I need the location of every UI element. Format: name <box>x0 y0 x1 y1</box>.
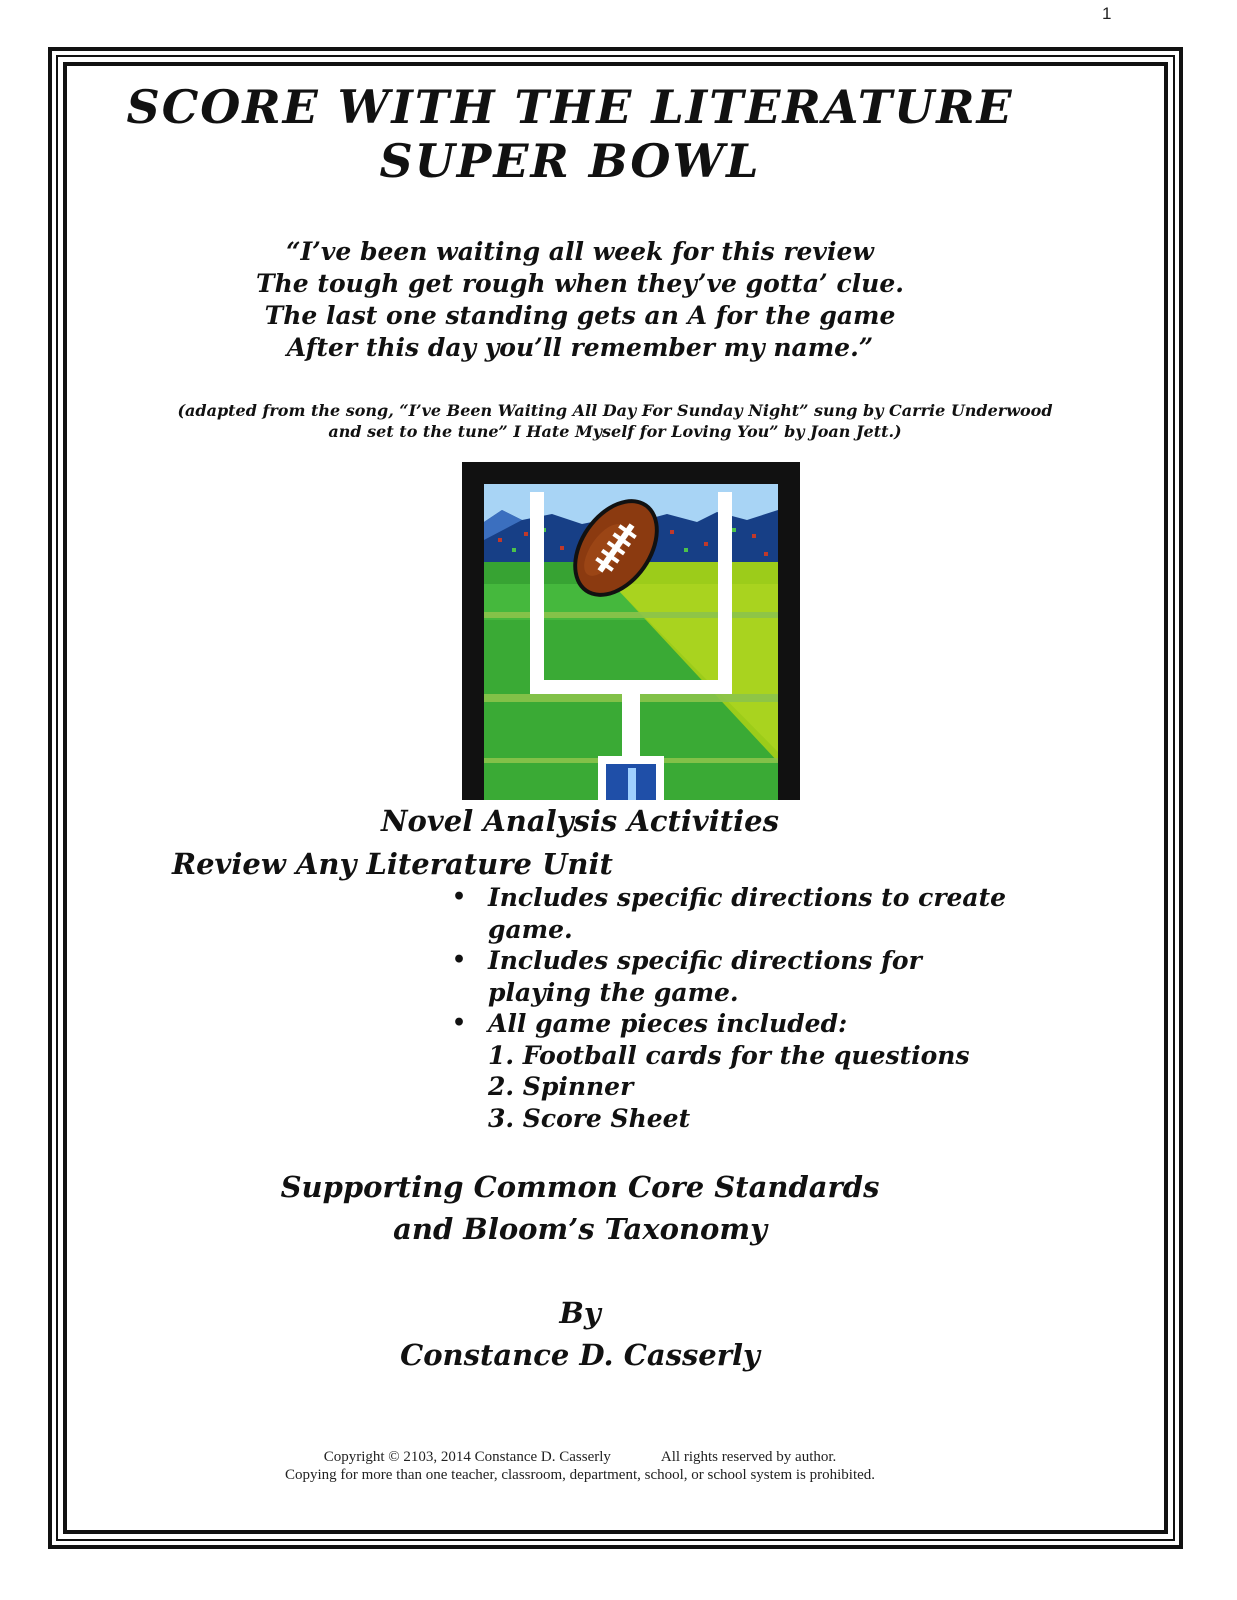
list-item <box>450 945 1130 1008</box>
list-item <box>450 882 1130 945</box>
standards-line-2: and Bloom’s Taxonomy <box>393 1212 767 1246</box>
title-line-2: SUPER BOWL <box>379 134 761 188</box>
bullet-icon: • <box>452 884 467 910</box>
feature-list <box>450 882 1130 1134</box>
football-goalpost-icon <box>462 462 800 800</box>
adaptation-line-2: and set to the tune” I Hate Myself for Loving You” by Joan Jett.) <box>328 422 902 441</box>
copyright-line-1 <box>180 1448 980 1466</box>
lyric-line: “I’ve been waiting all week for this review <box>286 237 874 266</box>
game-pieces-list <box>450 1040 1130 1135</box>
bullet-icon: • <box>452 947 467 973</box>
byline-label: By <box>559 1296 601 1330</box>
page-number: 1 <box>1102 4 1112 23</box>
game-piece-item: 3. Score Sheet <box>488 1103 691 1133</box>
adaptation-note <box>70 400 1160 442</box>
copyright-text: Copyright © 2103, 2014 Constance D. Casserly <box>323 1449 611 1465</box>
list-item-line: game. <box>488 914 573 944</box>
game-piece-item: 1. Football cards for the questions <box>488 1040 970 1070</box>
rights-text: All rights reserved by author. <box>660 1449 837 1465</box>
song-lyrics <box>150 236 1010 364</box>
lyric-line: After this day you’ll remember my name.” <box>286 333 874 362</box>
bullet-icon: • <box>452 1010 467 1036</box>
standards-note <box>190 1166 970 1250</box>
novel-analysis-heading: Novel Analysis Activities <box>381 804 779 838</box>
copyright-notice <box>180 1448 980 1484</box>
author-name: Constance D. Casserly <box>400 1338 760 1372</box>
list-item-line: Includes specific directions to create <box>488 883 1007 912</box>
list-item-line: All game pieces included: <box>488 1009 848 1038</box>
list-item-line: Includes specific directions for <box>488 946 922 975</box>
game-piece-item: 2. Spinner <box>488 1072 634 1101</box>
standards-line-1: Supporting Common Core Standards <box>280 1170 880 1204</box>
copy-restriction: Copying for more than one teacher, classroom, department, school, or school system is prohibited. <box>284 1467 876 1483</box>
review-heading: Review Any Literature Unit <box>172 847 613 881</box>
lyric-line: The tough get rough when they’ve gotta’ clue. <box>256 269 904 298</box>
list-item <box>450 1008 1130 1040</box>
lyric-line: The last one standing gets an A for the game <box>264 301 896 330</box>
list-item-line: playing the game. <box>488 977 739 1007</box>
title-line-1: SCORE WITH THE LITERATURE <box>126 80 1014 134</box>
adaptation-line-1: (adapted from the song, “I’ve Been Waiting All Day For Sunday Night” sung by Carrie Underwood <box>177 401 1053 420</box>
